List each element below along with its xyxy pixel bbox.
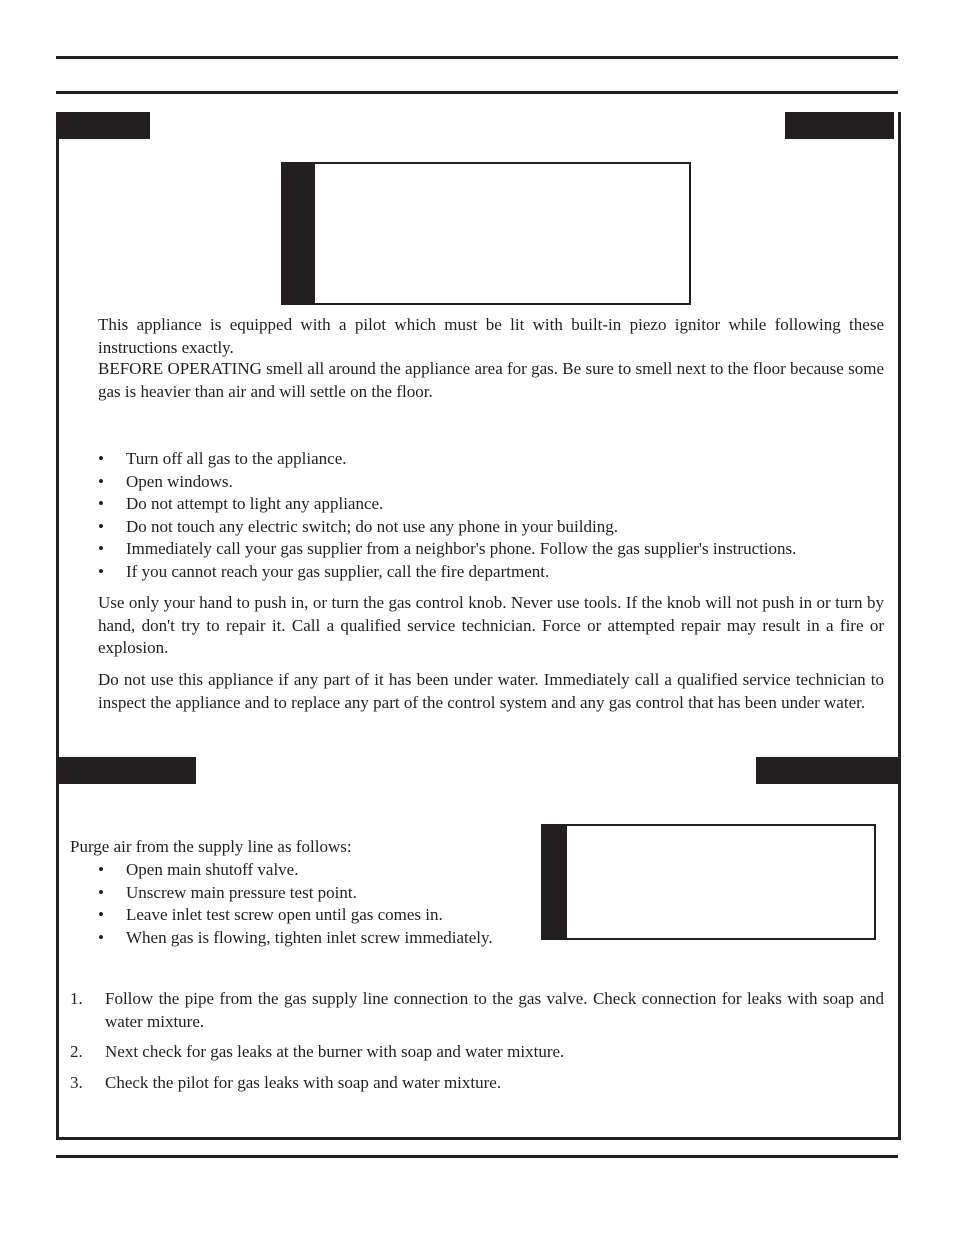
section1-header-tab-right bbox=[785, 112, 894, 139]
step-text: Check the pilot for gas leaks with soap and water mixture. bbox=[105, 1072, 502, 1092]
leak-check-steps bbox=[70, 988, 884, 1102]
step-number: 2. bbox=[70, 1042, 83, 1061]
water-paragraph: Do not use this appliance if any part of it has been under water. Immediately call a qualified service technician to inspect the appliance and to replace any part of the control system and any gas control that has been under water. bbox=[98, 670, 884, 712]
warning-box bbox=[541, 824, 876, 940]
step-text: Follow the pipe from the gas supply line connection to the gas valve. Check connection for leaks with soap and water mixture. bbox=[105, 989, 884, 1031]
warning-box-bar bbox=[543, 826, 567, 938]
list-item: • Turn off all gas to the appliance. bbox=[98, 448, 884, 471]
footer-rule bbox=[56, 1155, 898, 1158]
intro-paragraph-2: BEFORE OPERATING smell all around the appliance area for gas. Be sure to smell next to the floor because some gas is heavier than air and will settle on the floor. bbox=[98, 359, 884, 401]
intro-paragraph-1: This appliance is equipped with a pilot which must be lit with built-in piezo ignitor while following these instructions exactly. bbox=[98, 315, 884, 357]
knob-paragraph: Use only your hand to push in, or turn the gas control knob. Never use tools. If the knob will not push in or turn by hand, don't try to repair it. Call a qualified service technician. Force or attempted repair may result in a fire or explosion. bbox=[98, 593, 884, 657]
list-item bbox=[70, 1041, 884, 1064]
list-item: • Do not attempt to light any appliance. bbox=[98, 493, 884, 516]
warning-box-bar bbox=[283, 164, 315, 303]
warning-box bbox=[281, 162, 691, 305]
step-number: 1. bbox=[70, 989, 83, 1008]
section2-header-tab-right bbox=[756, 757, 898, 784]
purge-intro: Purge air from the supply line as follows: bbox=[70, 837, 352, 856]
list-item bbox=[70, 988, 884, 1033]
list-item: • Do not touch any electric switch; do not use any phone in your building. bbox=[98, 516, 884, 539]
list-item bbox=[70, 1072, 884, 1095]
section1-header-tab-left bbox=[56, 112, 150, 139]
section2-header-tab-left bbox=[56, 757, 196, 784]
gas-smell-steps-list bbox=[98, 448, 884, 583]
list-item: • Open main shutoff valve. bbox=[98, 859, 538, 882]
header-rule bbox=[56, 91, 898, 94]
list-item: • Leave inlet test screw open until gas comes in. bbox=[98, 904, 538, 927]
list-item: • Unscrew main pressure test point. bbox=[98, 882, 538, 905]
list-item: • When gas is flowing, tighten inlet screw immediately. bbox=[98, 927, 538, 950]
top-rule bbox=[56, 56, 898, 59]
list-item: • If you cannot reach your gas supplier, call the fire department. bbox=[98, 561, 884, 584]
purge-steps-list bbox=[98, 859, 538, 949]
step-number: 3. bbox=[70, 1072, 83, 1092]
list-item: • Immediately call your gas supplier from a neighbor's phone. Follow the gas supplier's instructions. bbox=[98, 538, 884, 561]
list-item: • Open windows. bbox=[98, 471, 884, 494]
step-text: Next check for gas leaks at the burner with soap and water mixture. bbox=[105, 1042, 565, 1061]
